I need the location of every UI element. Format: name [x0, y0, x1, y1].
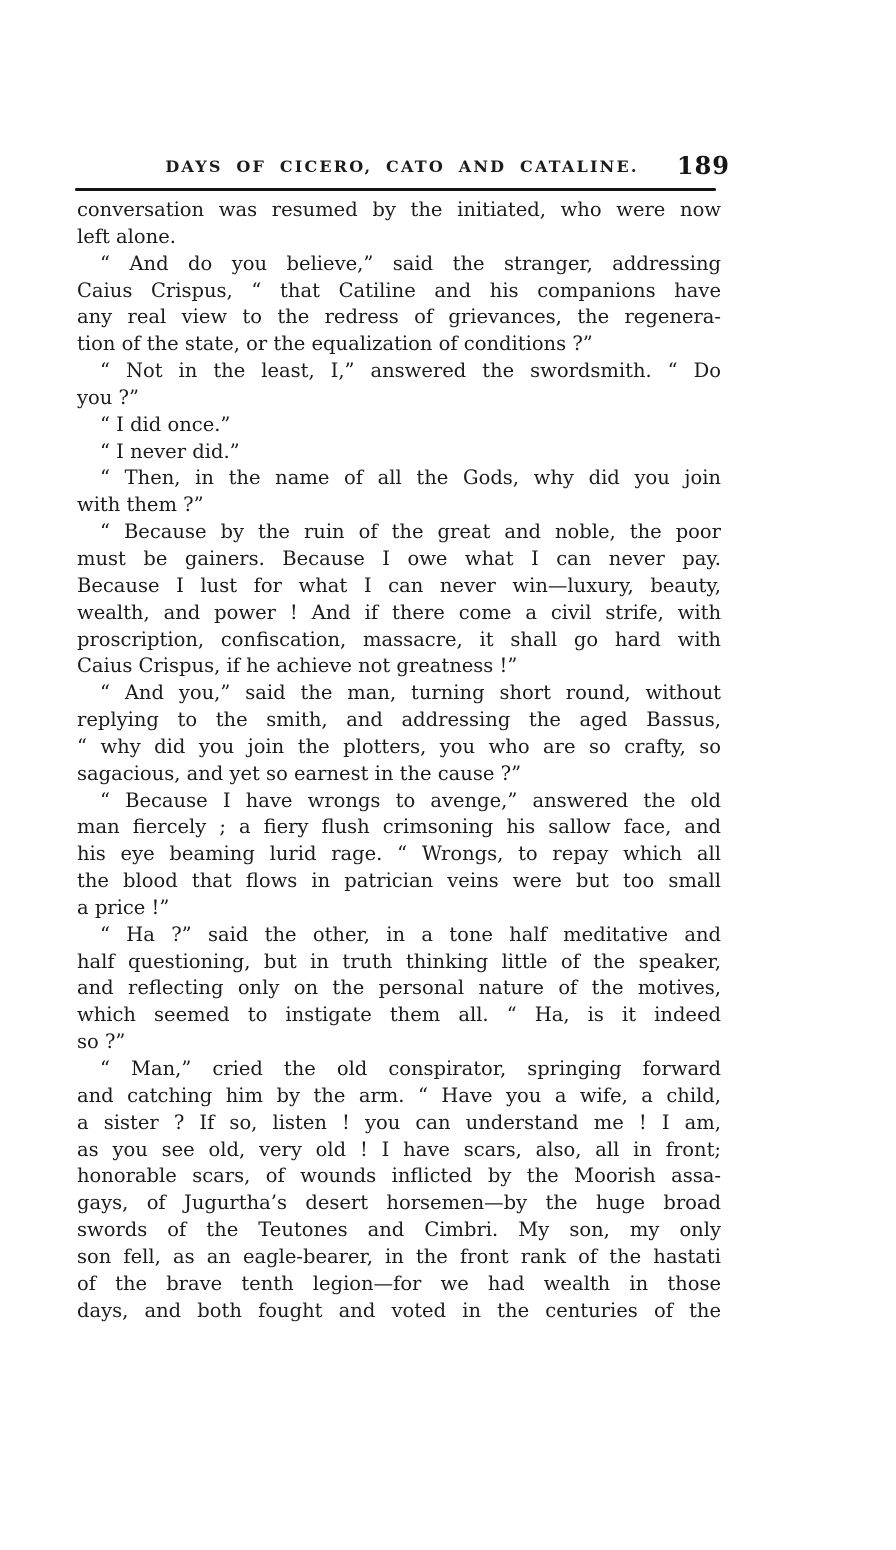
paragraph [77, 922, 721, 1056]
text-line: half questioning, but in truth thinking little of the speaker, [77, 949, 721, 973]
text-line: conversation was resumed by the initiated, who were now [77, 198, 721, 221]
paragraph [77, 519, 721, 680]
text-line: “ Ha ?” said the other, in a tone half meditative and [100, 922, 721, 946]
text-line: any real view to the redress of grievances, the regenera- [77, 305, 721, 329]
text-line: honorable scars, of wounds inflicted by the Moorish assa- [77, 1164, 721, 1188]
text-line: replying to the smith, and addressing the aged Bassus, [77, 708, 721, 732]
running-header [77, 151, 730, 185]
paragraph [77, 788, 721, 922]
paragraph [77, 465, 721, 519]
paragraph [77, 439, 721, 466]
text-line: tion of the state, or the equalization of conditions ?” [77, 332, 593, 356]
text-line: a sister ? If so, listen ! you can understand me ! I am, [77, 1110, 721, 1134]
text-line: a price !” [77, 895, 170, 919]
text-line: the blood that flows in patrician veins were but too small [77, 869, 721, 893]
paragraph [77, 412, 721, 439]
text-line: proscription, confiscation, massacre, it shall go hard with [77, 627, 721, 651]
text-line: “ Because I have wrongs to avenge,” answered the old [100, 788, 721, 812]
text-line: sagacious, and yet so earnest in the cause ?” [77, 761, 522, 785]
text-line: as you see old, very old ! I have scars, also, all in front; [77, 1137, 721, 1161]
running-header-title: DAYS OF CICERO, CATO AND CATALINE. [165, 157, 639, 176]
paragraph [77, 680, 721, 787]
text-line: wealth, and power ! And if there come a civil strife, with [77, 600, 721, 624]
paragraph [77, 197, 721, 251]
text-line: which seemed to instigate them all. “ Ha, is it indeed [77, 1003, 721, 1027]
text-line: man fiercely ; a fiery flush crimsoning his sallow face, and [77, 815, 721, 839]
page-body [77, 197, 721, 1324]
text-line: “ And you,” said the man, turning short round, without [100, 681, 721, 705]
text-line: son fell, as an eagle-bearer, in the front rank of the hastati [77, 1244, 721, 1268]
text-line: “ I never did.” [100, 439, 240, 463]
text-line: gays, of Jugurtha’s desert horsemen—by the huge broad [77, 1191, 721, 1215]
text-line: Caius Crispus, “ that Catiline and his companions have [77, 278, 721, 302]
text-line: you ?” [77, 385, 139, 409]
text-line: so ?” [77, 1030, 126, 1054]
text-line: “ And do you believe,” said the stranger, addressing [100, 251, 721, 275]
text-line: and reflecting only on the personal nature of the motives, [77, 976, 721, 1000]
text-line: Because I lust for what I can never win—luxury, beauty, [77, 573, 721, 597]
text-line: and catching him by the arm. “ Have you a wife, a child, [77, 1083, 721, 1107]
text-line: “ Because by the ruin of the great and noble, the poor [100, 520, 721, 544]
text-line: his eye beaming lurid rage. “ Wrongs, to repay which all [77, 842, 721, 866]
text-line: “ Then, in the name of all the Gods, why did you join [100, 466, 721, 490]
text-line: left alone. [77, 224, 176, 248]
paragraph [77, 251, 721, 358]
text-line: “ why did you join the plotters, you who are so crafty, so [77, 734, 721, 758]
text-line: “ Man,” cried the old conspirator, springing forward [100, 1057, 721, 1080]
paragraph [77, 1056, 721, 1324]
text-line: of the brave tenth legion—for we had wealth in those [77, 1271, 721, 1295]
text-line: Caius Crispus, if he achieve not greatness !” [77, 654, 518, 678]
text-line: “ I did once.” [100, 412, 231, 436]
text-line: swords of the Teutones and Cimbri. My son, my only [77, 1218, 721, 1242]
header-rule-divider [75, 188, 716, 191]
text-line: with them ?” [77, 493, 204, 517]
page-number: 189 [676, 151, 730, 180]
text-line: “ Not in the least, I,” answered the swordsmith. “ Do [100, 359, 721, 383]
text-line: days, and both fought and voted in the centuries of the [77, 1298, 721, 1322]
text-line: must be gainers. Because I owe what I can never pay. [77, 546, 721, 570]
paragraph [77, 358, 721, 412]
